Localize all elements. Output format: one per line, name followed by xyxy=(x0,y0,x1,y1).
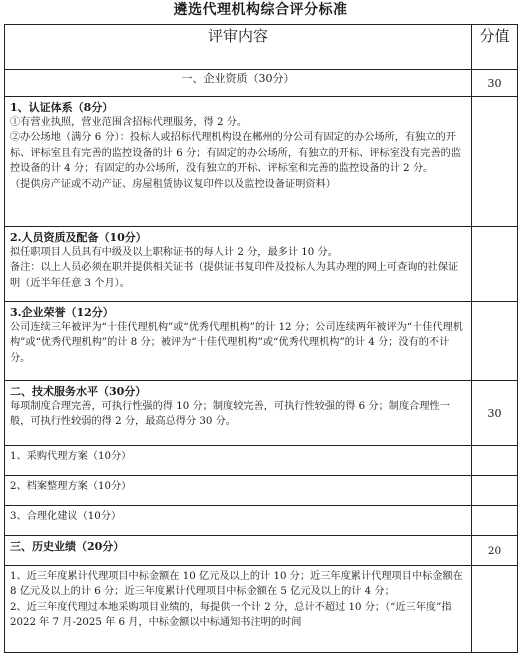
section-1-label: 一、企业资质（30分） xyxy=(5,70,472,97)
criteria-cell xyxy=(5,506,472,536)
section-2-heading: 二、技术服务水平（30分） xyxy=(10,385,147,398)
item-heading: 1、认证体系（8分） xyxy=(10,101,114,114)
criteria-cell xyxy=(5,536,472,566)
sub-item: 1、采购代理方案（10分） xyxy=(10,451,132,462)
item-heading: 3.企业荣誉（12分） xyxy=(10,306,114,319)
section-2-score: 30 xyxy=(472,381,518,446)
score-cell xyxy=(472,302,518,381)
section-row xyxy=(5,70,518,97)
scoring-table xyxy=(4,24,518,653)
table-header-row xyxy=(5,25,518,70)
score-cell xyxy=(472,227,518,302)
section-3-label: 三、历史业绩（20分） xyxy=(10,540,125,553)
criteria-cell xyxy=(5,476,472,506)
score-cell xyxy=(472,476,518,506)
section-3-body: 1、近三年度累计代理项目中标金额在 10 亿元及以上的计 10 分；近三年度累计代理项目中标金额在 8 亿元及以上的计 6 分；近三年度累计代理项目中标金额在 5 亿元及以上的计 4 分； 2、近三年度代理过本地采购项目业绩的，每提供一个计 2 分，总计不超过 10 分；（“近三年度”指 2022 年 7 月-2025 年 6 月，中标金额以中标通知书注明的时间 xyxy=(10,571,463,629)
criteria-cell xyxy=(5,302,472,381)
item-body: ①有营业执照，营业范围含招标代理服务，得 2 分。 ②办公场地（满分 6 分）：投标人或招标代理机构设在郴州的分公司有固定的办公场所，有独立的开标、评标室且有完善的监控设备的计 6 分；有固定的办公场所，有独立的开标、评标室没有完善的监控设备的计 4 分；有固定的办公场所，没有独立的开标、评标室和完善的监控设备的计 2 分。 （提供房产证或不动产证、房屋租赁协议复印件以及监控设备证明资料） xyxy=(10,117,462,190)
score-cell xyxy=(472,566,518,653)
criteria-row xyxy=(5,302,518,381)
item-heading: 2.人员资质及配备（10分） xyxy=(10,231,147,244)
criteria-row xyxy=(5,566,518,653)
sub-item: 2、档案整理方案（10分） xyxy=(10,481,132,492)
section-1-score: 30 xyxy=(472,70,518,97)
header-score: 分值 xyxy=(472,25,518,70)
score-cell xyxy=(472,97,518,227)
score-cell xyxy=(472,506,518,536)
criteria-row xyxy=(5,446,518,476)
criteria-cell xyxy=(5,97,472,227)
criteria-row xyxy=(5,227,518,302)
section-row xyxy=(5,536,518,566)
criteria-cell xyxy=(5,227,472,302)
criteria-row xyxy=(5,381,518,446)
document-title: 遴选代理机构综合评分标准 xyxy=(173,2,348,18)
header-content: 评审内容 xyxy=(5,25,472,70)
criteria-row xyxy=(5,476,518,506)
sub-item: 3、合理化建议（10分） xyxy=(10,511,122,522)
item-body: 拟任职项目人员具有中级及以上职称证书的每人计 2 分，最多计 10 分。 备注：以上人员必须在职并提供相关证书（提供证书复印件及投标人为其办理的网上可查询的社保证明（近半年任意 3 个月）。 xyxy=(10,247,459,289)
criteria-cell xyxy=(5,446,472,476)
criteria-row xyxy=(5,506,518,536)
criteria-row xyxy=(5,97,518,227)
criteria-cell xyxy=(5,566,472,653)
section-3-score: 20 xyxy=(472,536,518,566)
score-cell xyxy=(472,446,518,476)
section-2-body: 每项制度合理完善，可执行性强的得 10 分；制度较完善，可执行性较强的得 6 分；制度合理性一般，可执行性较弱的得 2 分，最高总得分 30 分。 xyxy=(10,401,450,428)
criteria-cell xyxy=(5,381,472,446)
item-body: 公司连续三年被评为“十佳代理机构”或“优秀代理机构”的计 12 分；公司连续两年被评为“十佳代理机构”或“优秀代理机构”的计 8 分；被评为“十佳代理机构”或“优秀代理机构”的计 4 分；没有的不计分。 xyxy=(10,322,463,364)
